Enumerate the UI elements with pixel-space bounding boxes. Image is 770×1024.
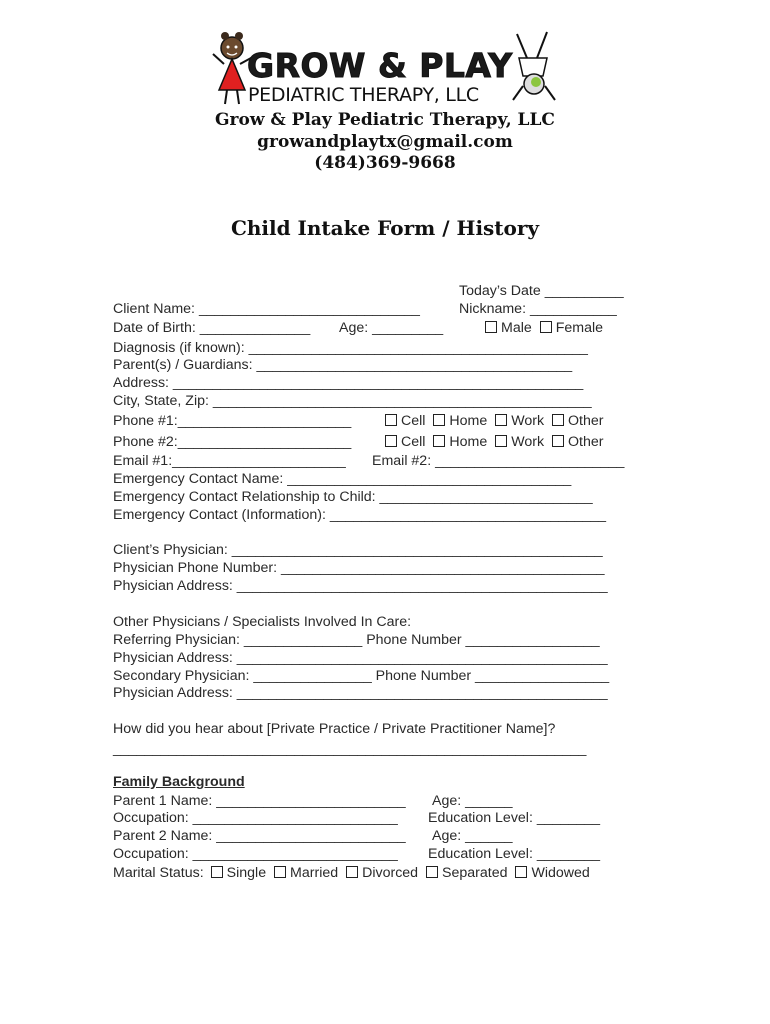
male-checkbox[interactable] [485,321,497,333]
phone1-other-checkbox[interactable] [552,414,564,426]
referring-physician-field[interactable]: Referring Physician: _______________ Phone Number _________________ [113,632,600,648]
phone2-work-checkbox[interactable] [495,435,507,447]
option-label: Cell [401,413,426,429]
option-label: Married [290,865,339,881]
phone2-cell-checkbox[interactable] [385,435,397,447]
physician-field[interactable]: Client’s Physician: _______________________________________________ [113,542,603,558]
marital-status-label: Marital Status: [113,865,204,881]
emergency-name-field[interactable]: Emergency Contact Name: ____________________________________ [113,471,572,487]
option-label: Home [449,413,488,429]
phone2-home-checkbox[interactable] [433,435,445,447]
separated-checkbox[interactable] [426,866,438,878]
parent1-name-field[interactable]: Parent 1 Name: ________________________ [113,793,406,809]
parent2-name-field[interactable]: Parent 2 Name: ________________________ [113,828,406,844]
widowed-checkbox[interactable] [515,866,527,878]
diagnosis-field[interactable]: Diagnosis (if known): ___________________________________________ [113,340,588,356]
company-email: growandplaytx@gmail.com [257,132,513,152]
referring-address-field[interactable]: Physician Address: _______________________________________________ [113,650,608,666]
parent2-age-field[interactable]: Age: ______ [432,828,513,844]
client-name-field[interactable]: Client Name: ____________________________ [113,301,420,317]
secondary-physician-field[interactable]: Secondary Physician: _______________ Phone Number _________________ [113,668,610,684]
male-label: Male [501,320,532,336]
education1-field[interactable]: Education Level: ________ [428,810,600,826]
phone1-field[interactable]: Phone #1:______________________ [113,413,352,429]
phone1-cell-checkbox[interactable] [385,414,397,426]
hear-about-question: How did you hear about [Private Practice / Private Practitioner Name]? [113,721,556,737]
email2-field[interactable]: Email #2: ________________________ [372,453,625,469]
occupation1-field[interactable]: Occupation: __________________________ [113,810,398,826]
option-label: Work [511,434,545,450]
dob-field[interactable]: Date of Birth: ______________ [113,320,311,336]
divorced-checkbox[interactable] [346,866,358,878]
secondary-address-field[interactable]: Physician Address: _______________________________________________ [113,685,608,701]
company-phone: (484)369-9668 [314,153,456,173]
city-state-zip-field[interactable]: City, State, Zip: ________________________________________________ [113,393,592,409]
phone2-type-options [385,434,604,450]
phone2-other-checkbox[interactable] [552,435,564,447]
single-checkbox[interactable] [211,866,223,878]
parents-field[interactable]: Parent(s) / Guardians: ________________________________________ [113,357,573,373]
option-label: Divorced [362,865,419,881]
phone1-work-checkbox[interactable] [495,414,507,426]
phone1-type-options [385,413,604,429]
emergency-info-field[interactable]: Emergency Contact (Information): ___________________________________ [113,507,607,523]
todays-date-field[interactable]: Today’s Date __________ [459,283,624,299]
email1-field[interactable]: Email #1:______________________ [113,453,346,469]
option-label: Single [226,865,267,881]
option-label: Widowed [531,865,590,881]
option-label: Work [511,413,545,429]
option-label: Home [449,434,488,450]
company-name: Grow & Play Pediatric Therapy, LLC [215,110,555,130]
gender-options [485,320,603,336]
physician-address-field[interactable]: Physician Address: _______________________________________________ [113,578,608,594]
address-field[interactable]: Address: ____________________________________________________ [113,375,584,391]
option-label: Cell [401,434,426,450]
education2-field[interactable]: Education Level: ________ [428,846,600,862]
occupation2-field[interactable]: Occupation: __________________________ [113,846,398,862]
married-checkbox[interactable] [274,866,286,878]
family-background-heading: Family Background [113,774,245,790]
option-label: Other [568,413,604,429]
parent1-age-field[interactable]: Age: ______ [432,793,513,809]
age-field[interactable]: Age: _________ [339,320,444,336]
physician-phone-field[interactable]: Physician Phone Number: _________________________________________ [113,560,605,576]
nickname-field[interactable]: Nickname: ___________ [459,301,617,317]
boy-cartwheel-icon [505,28,561,108]
form-title: Child Intake Form / History [230,216,540,240]
other-physicians-label: Other Physicians / Specialists Involved In Care: [113,614,412,630]
logo-title: GROW & PLAY [247,46,513,85]
phone2-field[interactable]: Phone #2:______________________ [113,434,352,450]
logo [205,28,565,110]
female-checkbox[interactable] [540,321,552,333]
emergency-relationship-field[interactable]: Emergency Contact Relationship to Child: ___________________________ [113,489,593,505]
female-label: Female [555,320,604,336]
phone1-home-checkbox[interactable] [433,414,445,426]
option-label: Other [568,434,604,450]
hear-about-answer[interactable]: ____________________________________________________________ [113,741,587,757]
marital-status-row [113,865,590,881]
option-label: Separated [442,865,508,881]
logo-subtitle: PEDIATRIC THERAPY, LLC [248,84,479,106]
